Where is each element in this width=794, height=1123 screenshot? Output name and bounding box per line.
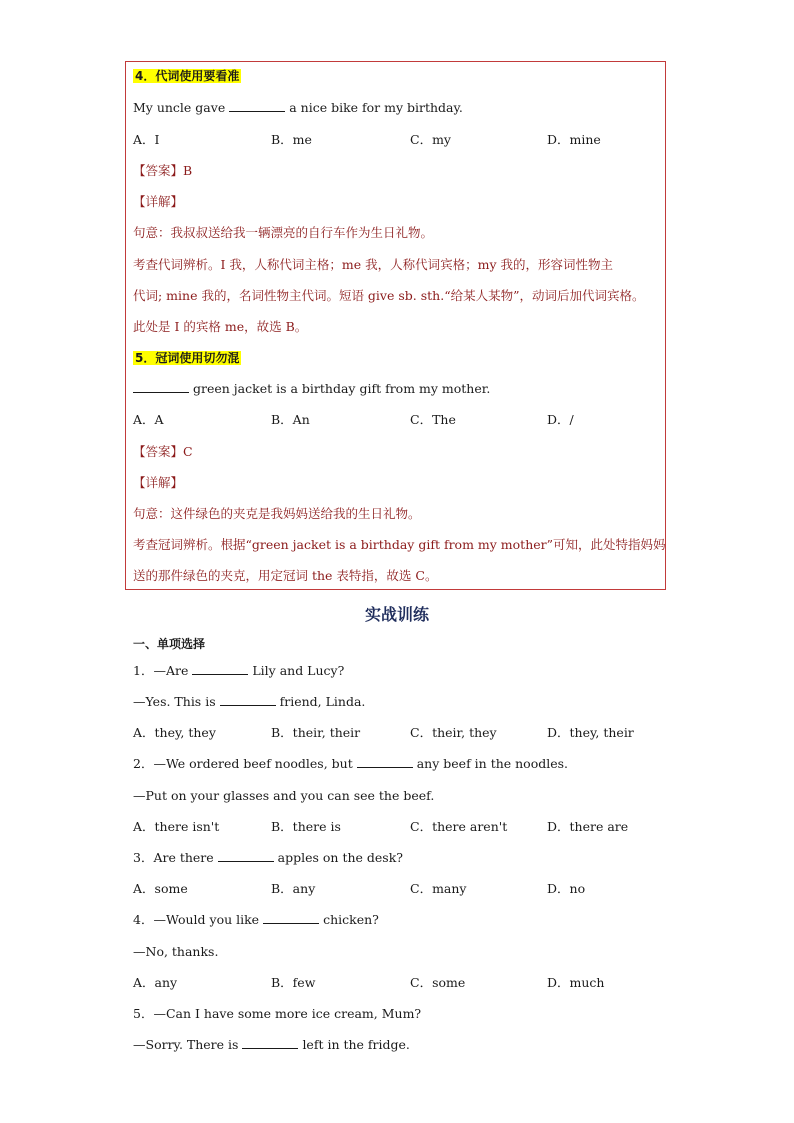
q5-detail-label: 【详解】 bbox=[133, 475, 184, 490]
q4-options: A．I B．me C．my D．mine bbox=[133, 132, 601, 147]
q4-analysis-line-2: 代词; mine 我的，名词性物主代词。短语 give sb. sth.“给某人某物”，动词后加代词宾格。 bbox=[133, 288, 645, 303]
q5-stem: green jacket is a birthday gift from my mother. bbox=[133, 381, 490, 397]
practice-title: 实战训练 bbox=[364, 605, 429, 624]
p-q4-line-1: 4．—Would you like chicken? bbox=[133, 912, 379, 927]
p-q3-line-1: 3．Are there apples on the desk? bbox=[133, 850, 403, 865]
q4-heading: 4．代词使用要看准 bbox=[135, 69, 240, 83]
p-q3-options: A．some B．any C．many D．no bbox=[133, 881, 586, 896]
q5-analysis-line-2: 送的那件绿色的夹克，用定冠词 the 表特指，故选 C。 bbox=[133, 568, 438, 583]
q4-analysis-line-3: 此处是 I 的宾格 me，故选 B。 bbox=[133, 319, 308, 334]
q5-heading: 5．冠词使用切勿混 bbox=[135, 351, 240, 365]
q5-answer: 【答案】C bbox=[133, 444, 193, 459]
p-q1-line-2: —Yes. This is friend, Linda. bbox=[133, 694, 366, 709]
p-q1-options: A．they, they B．their, their C．their, they D．they, their bbox=[133, 725, 634, 740]
p-q4-line-2: —No, thanks. bbox=[133, 944, 219, 959]
p-q2-line-2: —Put on your glasses and you can see the beef. bbox=[133, 788, 435, 803]
q4-analysis-line-1: 考查代词辨析。I 我，人称代词主格；me 我，人称代词宾格；my 我的，形容词性物主 bbox=[133, 257, 614, 272]
p-q5-line-2: —Sorry. There is left in the fridge. bbox=[133, 1037, 410, 1052]
p-q4-options: A．any B．few C．some D．much bbox=[133, 975, 605, 990]
q5-analysis-line-1: 考查冠词辨析。根据“green jacket is a birthday gift from my mother”可知，此处特指妈妈 bbox=[133, 537, 666, 552]
p-q5-line-1: 5．—Can I have some more ice cream, Mum? bbox=[133, 1006, 422, 1021]
p-q1-line-1: 1．—Are Lily and Lucy? bbox=[133, 663, 345, 678]
q5-meaning: 句意：这件绿色的夹克是我妈妈送给我的生日礼物。 bbox=[133, 506, 421, 521]
q4-detail-label: 【详解】 bbox=[133, 194, 184, 209]
q5-options: A．A B．An C．The D．/ bbox=[133, 412, 574, 427]
q4-meaning: 句意：我叔叔送给我一辆漂亮的自行车作为生日礼物。 bbox=[133, 225, 434, 240]
p-q2-options: A．there isn't B．there is C．there aren't D．there are bbox=[133, 819, 629, 834]
section-heading: 一、单项选择 bbox=[133, 637, 206, 651]
q4-stem: My uncle gave a nice bike for my birthday. bbox=[133, 100, 463, 115]
q4-answer: 【答案】B bbox=[133, 163, 193, 178]
p-q2-line-1: 2．—We ordered beef noodles, but any beef in the noodles. bbox=[133, 756, 569, 771]
